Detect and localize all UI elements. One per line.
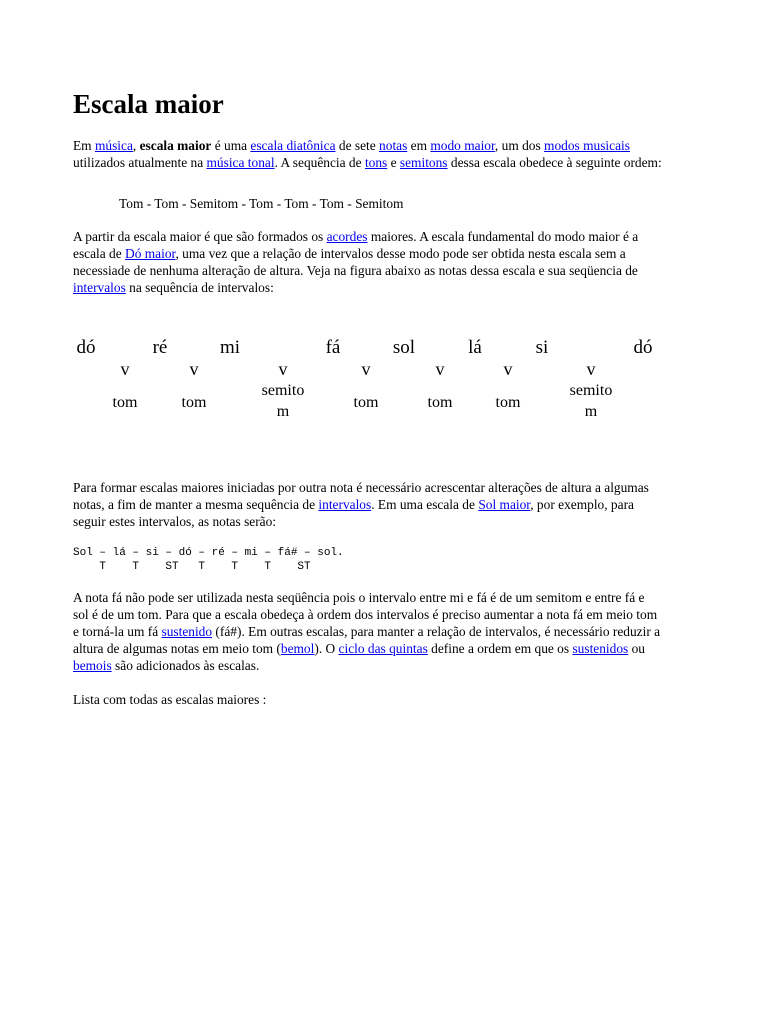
scale-figure xyxy=(68,336,668,436)
paragraph-major-scale xyxy=(73,228,663,296)
link-modos-musicais[interactable]: modos musicais xyxy=(544,138,630,153)
link-musica[interactable]: música xyxy=(94,138,133,153)
paragraph-accidentals xyxy=(73,589,663,674)
text: maiores. A escala fundamental do modo maior é a escala de xyxy=(73,229,639,261)
text: em xyxy=(407,138,431,153)
document-page xyxy=(73,86,663,708)
interval-mark: v xyxy=(503,359,513,379)
interval-label: tom xyxy=(112,394,138,411)
link-notas[interactable]: notas xyxy=(379,138,408,153)
text: , uma vez que a relação de intervalos desse modo pode ser obtida nesta escala sem a necessiade de nenhuma alteração de altura. Veja na figura abaixo as notas dessa escala e sua seqüencia de xyxy=(73,246,638,278)
link-bemol[interactable]: bemol xyxy=(280,641,315,656)
text: ). O xyxy=(314,641,339,656)
text: são adicionados às escalas. xyxy=(111,658,260,673)
text: , xyxy=(132,138,140,153)
notes-line: Sol – lá – si – dó – ré – mi – fá# – sol. xyxy=(73,547,344,559)
link-intervalos[interactable]: intervalos xyxy=(73,280,126,295)
link-intervalos-2[interactable]: intervalos xyxy=(318,497,372,512)
text: , um dos xyxy=(494,138,545,153)
note-fa: fá xyxy=(325,337,341,358)
interval-mark: v xyxy=(435,359,445,379)
interval-mark: v xyxy=(278,359,288,379)
text: de sete xyxy=(335,138,380,153)
text: dessa escala obedece à seguinte ordem: xyxy=(447,155,662,170)
link-ciclo-das-quintas[interactable]: ciclo das quintas xyxy=(338,641,428,656)
sol-major-notes xyxy=(73,546,663,574)
link-do-maior[interactable]: Dó maior xyxy=(125,246,176,261)
text: . A sequência de xyxy=(274,155,365,170)
text: e xyxy=(387,155,400,170)
note-si: si xyxy=(535,337,549,358)
interval-label: tom xyxy=(427,394,453,411)
interval-mark: v xyxy=(189,359,199,379)
link-tons[interactable]: tons xyxy=(364,155,388,170)
note-do-octave: dó xyxy=(633,337,653,358)
link-escala-diatonica[interactable]: escala diatônica xyxy=(250,138,336,153)
link-musica-tonal[interactable]: música tonal xyxy=(206,155,275,170)
link-bemois[interactable]: bemois xyxy=(73,658,112,673)
note-sol: sol xyxy=(392,337,416,358)
text: ou xyxy=(628,641,646,656)
text: utilizados atualmente na xyxy=(73,155,207,170)
interval-label: tom xyxy=(353,394,379,411)
interval-label: semitom xyxy=(569,382,613,420)
text: define a ordem em que os xyxy=(427,641,573,656)
text: , por exemplo, para seguir estes intervalos, as notas serão: xyxy=(73,497,634,529)
text: A partir da escala maior é que são formados os xyxy=(73,229,327,244)
link-sol-maior[interactable]: Sol maior xyxy=(478,497,531,512)
link-sustenidos[interactable]: sustenidos xyxy=(572,641,629,656)
link-semitons[interactable]: semitons xyxy=(399,155,448,170)
text: . Em uma escala de xyxy=(371,497,479,512)
text: Para formar escalas maiores iniciadas por outra nota é necessário acrescentar alterações de altura a algumas notas, a fim de manter a mesma sequência de xyxy=(73,480,649,512)
link-acordes[interactable]: acordes xyxy=(326,229,368,244)
interval-mark: v xyxy=(586,359,596,379)
link-sustenido[interactable]: sustenido xyxy=(161,624,213,639)
text: (fá#). Em outras escalas, para manter a relação de intervalos, é necessário reduzir a altura de algumas notas em meio tom ( xyxy=(73,624,661,656)
text: é uma xyxy=(211,138,251,153)
note-la: lá xyxy=(468,337,482,358)
intervals-line: T T ST T T T ST xyxy=(73,561,311,573)
note-mi: mi xyxy=(219,337,241,358)
paragraph-list: Lista com todas as escalas maiores : xyxy=(73,692,267,707)
note-re: ré xyxy=(152,337,168,358)
interval-label: tom xyxy=(181,394,207,411)
link-modo-maior[interactable]: modo maior xyxy=(430,138,495,153)
text: A nota fá não pode ser utilizada nesta seqüência pois o intervalo entre mi e fá é de um semitom e entre fá e sol é de um tom. Para que a escala obedeça à ordem dos intervalos é preciso aumentar a nota fá em meio tom e torná-la um fá xyxy=(73,590,658,639)
note-do: dó xyxy=(76,337,96,358)
interval-sequence: Tom - Tom - Semitom - Tom - Tom - Tom - Semitom xyxy=(119,196,404,211)
interval-label: semitom xyxy=(261,382,305,420)
page-title: Escala maior xyxy=(73,89,224,119)
interval-label: tom xyxy=(495,394,521,411)
bold-term: escala maior xyxy=(139,138,212,153)
interval-mark: v xyxy=(361,359,371,379)
text: na sequência de intervalos: xyxy=(125,280,274,295)
interval-mark: v xyxy=(120,359,130,379)
text: Em xyxy=(73,138,95,153)
intro-paragraph xyxy=(73,137,663,171)
paragraph-other-scales xyxy=(73,479,663,530)
